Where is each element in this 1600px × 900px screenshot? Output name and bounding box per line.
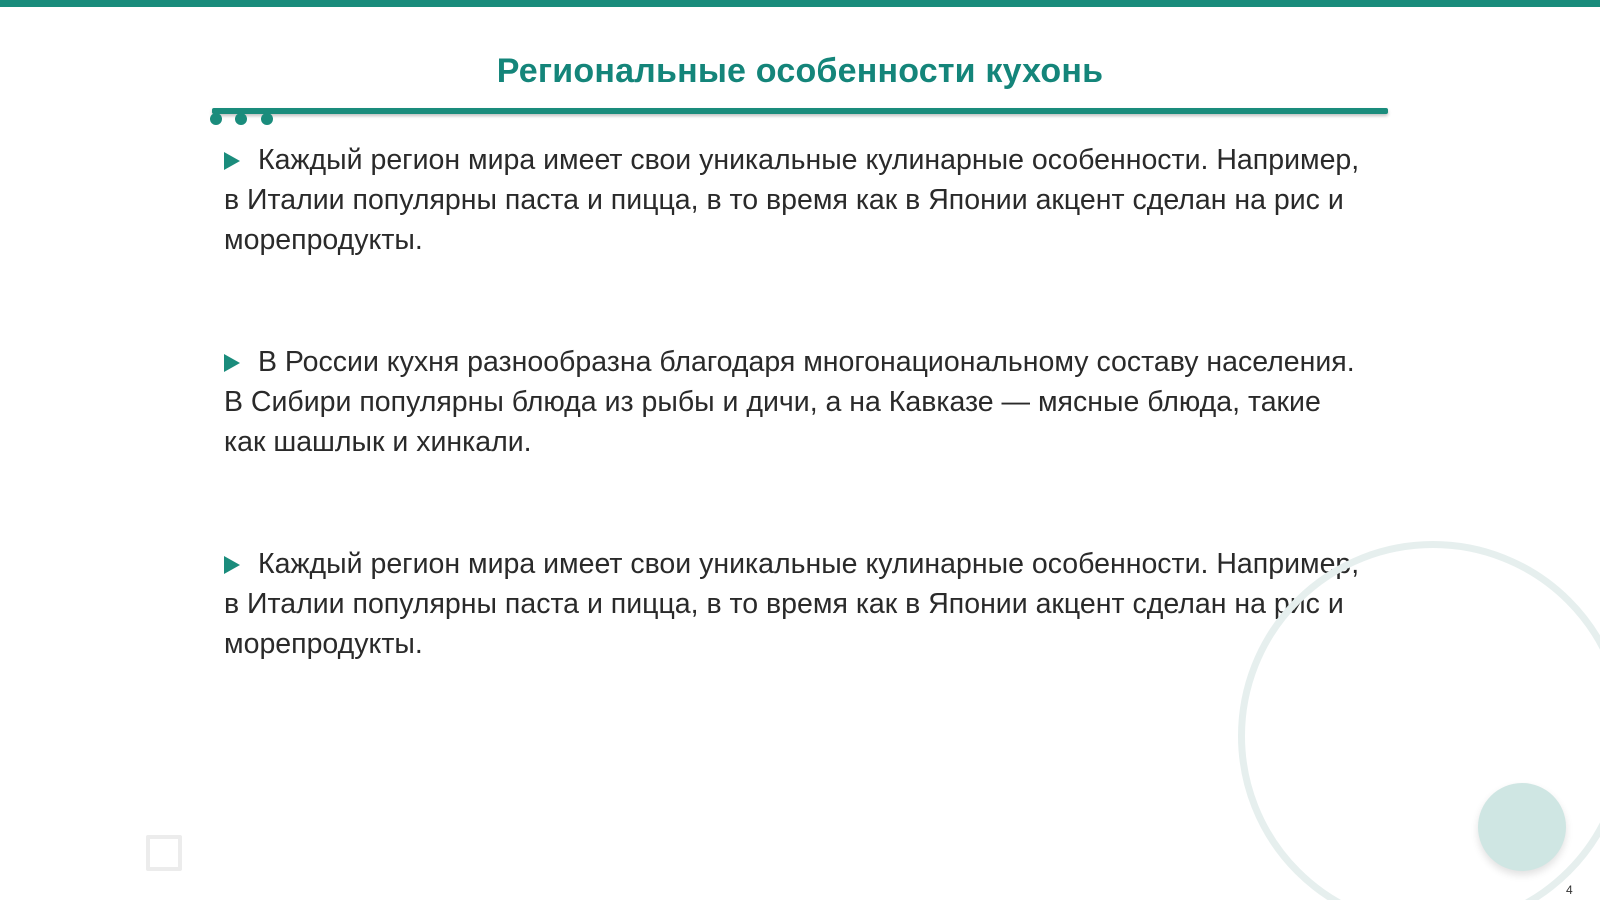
bullet-item — [224, 544, 1364, 664]
decorative-dot — [210, 113, 222, 125]
bullet-text: Каждый регион мира имеет свои уникальные кулинарные особенности. Например, в Италии популярны паста и пицца, в то время как в Японии акцент сделан на рис и морепродукты. — [224, 548, 1360, 660]
bullet-text: В России кухня разнообразна благодаря многонациональному составу населения. В Сибири популярны блюда из рыбы и дичи, а на Кавказе — мясные блюда, такие как шашлык и хинкали. — [224, 346, 1355, 458]
bullet-item — [224, 342, 1364, 462]
title-underline — [212, 108, 1388, 114]
page-number: 4 — [1566, 883, 1573, 897]
triangle-right-icon — [224, 556, 240, 574]
decorative-dot — [235, 113, 247, 125]
decorative-circle-filled — [1478, 783, 1566, 871]
bullet-item — [224, 140, 1364, 260]
decorative-dot — [261, 113, 273, 125]
triangle-right-icon — [224, 152, 240, 170]
bullet-text: Каждый регион мира имеет свои уникальные кулинарные особенности. Например, в Италии популярны паста и пицца, в то время как в Японии акцент сделан на рис и морепродукты. — [224, 144, 1360, 256]
top-accent-stripe — [0, 0, 1600, 7]
bullet-list — [224, 140, 1364, 746]
triangle-right-icon — [224, 354, 240, 372]
decorative-square — [146, 835, 182, 871]
slide-title: Региональные особенности кухонь — [496, 52, 1104, 90]
